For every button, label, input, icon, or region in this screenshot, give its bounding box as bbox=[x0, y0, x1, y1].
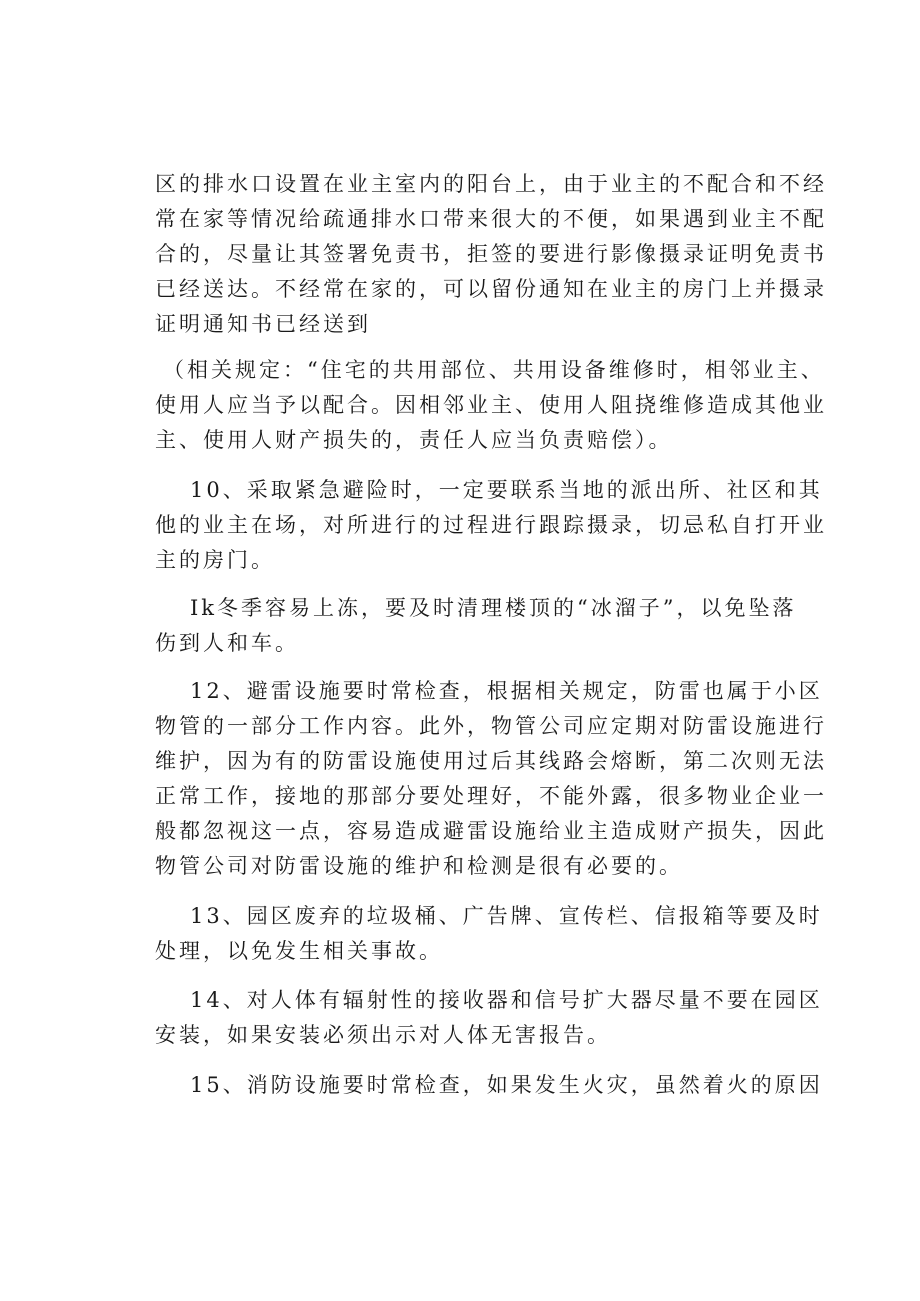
text-line: 主的房门。 bbox=[155, 548, 275, 572]
text-line: 维护，因为有的防雷设施使用过后其线路会熔断，第二次则无法 bbox=[155, 749, 827, 773]
text-line: 正常工作，接地的那部分要处理好，不能外露，很多物业企业一 bbox=[155, 784, 827, 808]
text-line: 13、园区废弃的垃圾桶、广告牌、宣传栏、信报箱等要及时 bbox=[190, 904, 823, 928]
text-line: 伤到人和车。 bbox=[155, 631, 299, 655]
text-line: 14、对人体有辐射性的接收器和信号扩大器尽量不要在园区 bbox=[190, 988, 823, 1012]
text-line: 他的业主在场，对所进行的过程进行跟踪摄录，切忌私自打开业 bbox=[155, 513, 827, 537]
text-line: 常在家等情况给疏通排水口带来很大的不便，如果遇到业主不配 bbox=[155, 207, 827, 231]
text-line: 10、采取紧急避险时，一定要联系当地的派出所、社区和其 bbox=[190, 478, 823, 502]
text-line: （相关规定：“住宅的共用部位、共用设备维修时，相邻业主、 bbox=[163, 358, 825, 382]
text-line: 处理，以免发生相关事故。 bbox=[155, 939, 443, 963]
text-line: 安装，如果安装必须出示对人体无害报告。 bbox=[155, 1023, 611, 1047]
text-line: 物管公司对防雷设施的维护和检测是很有必要的。 bbox=[155, 854, 683, 878]
text-line: 12、避雷设施要时常检查，根据相关规定，防雷也属于小区 bbox=[190, 679, 823, 703]
text-line: Ik冬季容易上冻，要及时清理楼顶的“冰溜子”，以免坠落 bbox=[190, 596, 797, 620]
text-line: 物管的一部分工作内容。此外，物管公司应定期对防雷设施进行 bbox=[155, 714, 827, 738]
text-line: 证明通知书已经送到 bbox=[155, 312, 371, 336]
text-line: 合的，尽量让其签署免责书，拒签的要进行影像摄录证明免责书 bbox=[155, 242, 827, 266]
text-line: 已经送达。不经常在家的，可以留份通知在业主的房门上并摄录 bbox=[155, 277, 827, 301]
text-line: 般都忽视这一点，容易造成避雷设施给业主造成财产损失，因此 bbox=[155, 819, 827, 843]
text-line: 主、使用人财产损失的，责任人应当负责赔偿）。 bbox=[155, 428, 673, 452]
text-line: 15、消防设施要时常检查，如果发生火灾，虽然着火的原因 bbox=[190, 1073, 823, 1097]
text-line: 区的排水口设置在业主室内的阳台上，由于业主的不配合和不经 bbox=[155, 172, 827, 196]
text-line: 使用人应当予以配合。因相邻业主、使用人阻挠维修造成其他业 bbox=[155, 393, 827, 417]
